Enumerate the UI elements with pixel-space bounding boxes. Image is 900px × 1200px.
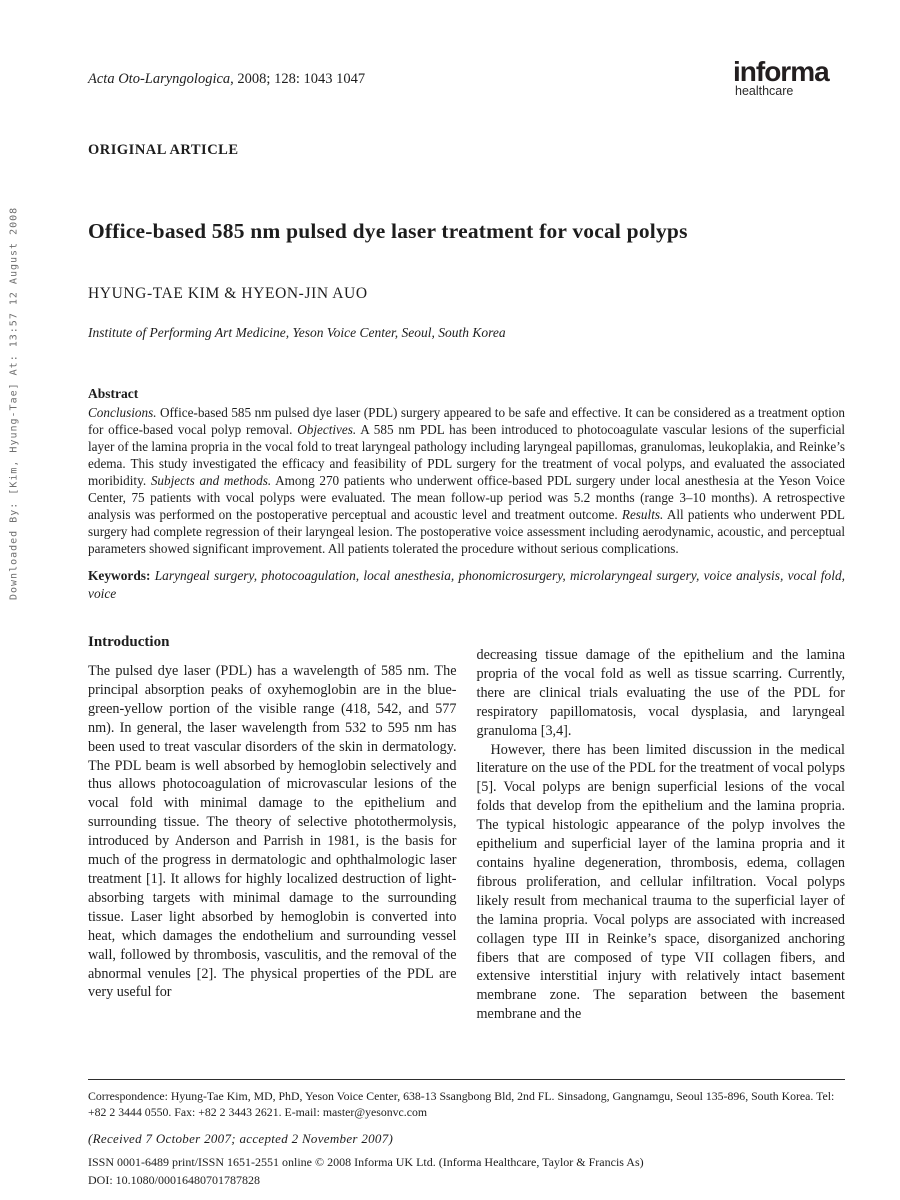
abstract-label-results: Results. [621,507,664,522]
keywords-label: Keywords: [88,568,155,583]
abstract-label-objectives: Objectives. [297,422,357,437]
abstract-section [88,386,845,557]
keywords-line [88,567,845,603]
right-column [477,634,846,1024]
abstract-heading: Abstract [88,386,139,401]
informa-logo-subtext: healthcare [735,84,794,98]
introduction-heading: Introduction [88,634,170,650]
body-columns [88,634,845,1024]
introduction-paragraph-1: The pulsed dye laser (PDL) has a wavelength of 585 nm. The principal absorption peaks of oxyhemoglobin are in the blue-green-yellow portion of the visible range (418, 542, and 577 nm). In general, the laser wavelength from 532 to 595 nm has been used to treat vascular disorders of the skin in dermatology. The PDL beam is well absorbed by hemoglobin selectively and thus allows photocoagulation of microvascular lesions of the vocal fold with minimal damage to the epithelium and surrounding tissue. The theory of selective photothermolysis, introduced by Anderson and Parrish in 1981, is the basis for much of the progress in dermatologic and ophthalmologic laser treatment [1]. It allows for highly localized destruction of light-absorbing targets with minimal damage to the surrounding tissue. Laser light absorbed by hemoglobin is converted into heat, which damages the endothelium and surrounding vessel wall, followed by thrombosis, vasculitis, and the removal of the abnormal venules [2]. The physical properties of the PDL are very useful for [88,663,457,1001]
doi-line: DOI: 10.1080/00016480701787828 [88,1173,260,1187]
journal-citation-line [88,71,365,88]
abstract-conclusions-text: Office-based 585 nm pulsed dye laser (PDL) surgery appeared to be safe and effective. It can be considered as a treatment option for office-based vocal polyp removal. [88,405,845,437]
abstract-results-text: All patients who underwent PDL surgery had complete regression of their laryngeal lesion. The postoperative voice assessment including aerodynamic, acoustic, and perceptual parameters showed significant improvement. All patients tolerated the procedure without serious complications. [88,507,845,556]
abstract-label-subjects-methods: Subjects and methods. [150,473,272,488]
paper-title: Office-based 585 nm pulsed dye laser treatment for vocal polyps [88,219,688,244]
publisher-logo [733,58,829,98]
correspondence-note: Correspondence: Hyung-Tae Kim, MD, PhD, Yeson Voice Center, 638-13 Ssangbong Bld, 2nd FL. Sinsadong, Gangnamgu, Seoul 135-896, South Korea. Tel: +82 2 3444 0550. Fax: +82 2 3443 2621. E-mail: master@yesonvc.com [88,1089,835,1119]
introduction-paragraph-2: However, there has been limited discussion in the medical literature on the use of the PDL for the treatment of vocal polyps [5]. Vocal polyps are benign superficial lesions of the vocal folds that develop from the epithelium and the lamina propria. The typical histologic appearance of the polyp involves the epithelium and superficial layer of the lamina propria and it contains hyaline degeneration, thrombosis, edema, collagen fibrous proliferation, and cellular infiltration. Vocal polyps likely result from mechanical trauma to the superficial layer of the lamina propria. Vocal polyps are associated with increased collagen type III in Reinke’s space, disorganized anchoring fibers that are composed of type VII collagen fibers, and extensive interstitial injury with relatively intact basement membrane zone. The separation between the basement membrane and the [476,741,845,1023]
abstract-objectives-text: A 585 nm PDL has been introduced to photocoagulate vascular lesions of the superficial layer of the lamina propria in the vocal fold to treat laryngeal pathology including laryngeal papillomas, granulomas, leukoplakia, and Reinke’s edema. This study investigated the efficacy and feasibility of PDL surgery for the treatment of vocal polyps, and evaluated the associated moribidity. [88,422,845,488]
abstract-subjects-methods-text: Among 270 patients who underwent office-based PDL surgery under local anesthesia at the Yeson Voice Center, 75 patients with vocal polyps were evaluated. The mean follow-up period was 5.2 months (range 3–10 months). A retrospective analysis was performed on the postoperative perceptual and acoustic level and treatment outcome. [88,473,846,522]
informa-logo-text: informa [733,56,829,87]
introduction-paragraph-1-continued: decreasing tissue damage of the epithelium and the lamina propria of the vocal fold as well as tissue scarring. Currently, there are clinical trials evaluating the use of the PDL for respiratory papillomatosis, vocal dysplasia, and laryngeal granuloma [3,4]. [476,647,845,739]
footnote-divider [88,1079,845,1080]
article-type-label: ORIGINAL ARTICLE [88,142,239,158]
received-accepted-line: (Received 7 October 2007; accepted 2 November 2007) [88,1131,394,1146]
keywords-terms: Laryngeal surgery, photocoagulation, local anesthesia, phonomicrosurgery, microlaryngeal surgery, voice analysis, vocal fold, voice [88,568,845,601]
journal-issue-info: , 2008; 128: 1043 1047 [230,71,366,87]
affiliation-line: Institute of Performing Art Medicine, Yeson Voice Center, Seoul, South Korea [88,325,506,340]
left-column [88,634,457,1024]
journal-name: Acta Oto-Laryngologica [88,71,231,87]
abstract-text [88,404,845,557]
authors-line: HYUNG-TAE KIM & HYEON-JIN AUO [88,285,368,302]
abstract-label-conclusions: Conclusions. [88,405,157,420]
issn-line: ISSN 0001-6489 print/ISSN 1651-2551 online © 2008 Informa UK Ltd. (Informa Healthcare, Taylor & Francis As) [88,1155,644,1169]
